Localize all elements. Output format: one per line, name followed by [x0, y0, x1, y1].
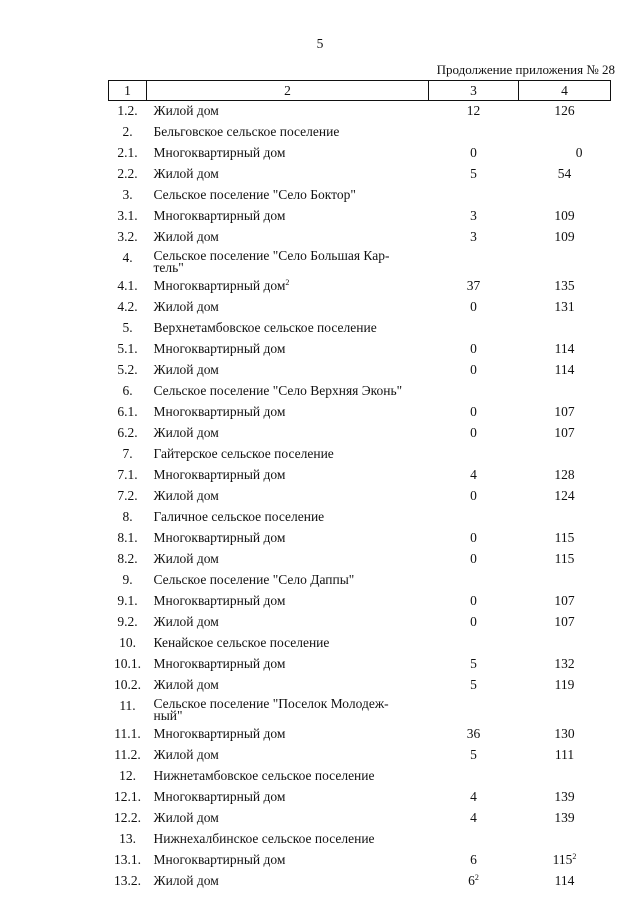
row-name	[147, 402, 429, 423]
row-value-col-4	[519, 360, 611, 381]
row-value-col-4	[519, 276, 611, 297]
row-value-col-4	[519, 612, 611, 633]
row-value-col-3	[429, 360, 519, 381]
row-name	[147, 745, 429, 766]
table-row	[109, 591, 611, 612]
row-number: 7.1.	[117, 467, 138, 482]
table-row	[109, 850, 611, 871]
row-name-text: Бельговское сельское поселение	[153, 124, 340, 139]
value-col-4: 130	[554, 726, 575, 741]
row-value-col-4	[519, 528, 611, 549]
row-name	[147, 318, 429, 339]
row-value-col-3	[429, 549, 519, 570]
table-row	[109, 633, 611, 654]
row-name-text: Многоквартирный дом	[153, 656, 286, 671]
row-value-col-3	[429, 339, 519, 360]
row-number: 12.1.	[114, 789, 141, 804]
table-row	[109, 276, 611, 297]
value-col-4: 139	[554, 789, 575, 804]
row-value-col-3	[429, 591, 519, 612]
row-value-col-4	[519, 381, 611, 402]
row-value-col-4	[519, 591, 611, 612]
row-number: 4.2.	[117, 299, 138, 314]
row-number: 10.1.	[114, 656, 141, 671]
row-name-text: Галичное сельское поселение	[153, 509, 325, 524]
table-row	[109, 696, 611, 724]
value-col-3: 0	[470, 488, 477, 503]
row-name	[147, 871, 429, 892]
table-row	[109, 227, 611, 248]
value-col-4: 109	[554, 208, 575, 223]
value-col-3: 0	[470, 425, 477, 440]
row-name	[147, 339, 429, 360]
row-number: 2.2.	[117, 166, 138, 181]
row-name-line: Сельское поселение "Село Большая Кар-	[153, 248, 390, 263]
row-name	[147, 654, 429, 675]
value-col-4: 115	[554, 551, 575, 566]
table-row	[109, 101, 611, 123]
row-name	[147, 724, 429, 745]
table-row	[109, 787, 611, 808]
table-row	[109, 381, 611, 402]
row-name	[147, 787, 429, 808]
value-col-3: 0	[470, 404, 477, 419]
row-name-text: Многоквартирный дом	[153, 726, 286, 741]
row-value-col-4	[519, 248, 611, 276]
value-col-3: 5	[470, 677, 477, 692]
value-col-4: 0	[575, 145, 583, 160]
row-name	[147, 465, 429, 486]
row-value-col-4	[519, 633, 611, 654]
row-value-col-4	[519, 787, 611, 808]
continuation-label: Продолжение приложения № 28	[436, 62, 615, 77]
row-name	[147, 829, 429, 850]
row-value-col-4	[519, 871, 611, 892]
value-col-4: 115	[554, 530, 575, 545]
row-number: 5.1.	[117, 341, 138, 356]
value-col-4: 54	[557, 166, 572, 181]
row-value-col-3	[429, 675, 519, 696]
footnote-mark: 2	[474, 873, 479, 882]
table-row	[109, 724, 611, 745]
row-value-col-3	[429, 745, 519, 766]
row-name-text: Жилой дом	[153, 614, 219, 629]
row-number: 3.2.	[117, 229, 138, 244]
table-header-row	[109, 81, 611, 101]
row-name-text: Многоквартирный дом	[153, 208, 286, 223]
table-row	[109, 164, 611, 185]
row-value-col-4	[519, 654, 611, 675]
row-number: 6.1.	[117, 404, 138, 419]
row-value-col-4	[519, 164, 611, 185]
row-value-col-4	[519, 297, 611, 318]
table-row	[109, 465, 611, 486]
value-col-3: 0	[470, 530, 477, 545]
footnote-mark: 2	[285, 278, 290, 287]
row-name	[147, 570, 429, 591]
row-number: 3.	[122, 187, 133, 202]
data-table	[108, 80, 611, 892]
row-name-text: Многоквартирный дом	[153, 852, 286, 867]
row-value-col-4	[519, 829, 611, 850]
row-number: 11.	[119, 698, 136, 713]
row-number: 2.1.	[117, 145, 138, 160]
row-name-text: Верхнетамбовское сельское поселение	[153, 320, 377, 335]
row-value-col-3	[429, 206, 519, 227]
value-col-4: 114	[554, 362, 575, 377]
row-name-text: Многоквартирный дом	[153, 467, 286, 482]
row-name	[147, 507, 429, 528]
row-value-col-3	[429, 143, 519, 164]
table-row	[109, 318, 611, 339]
row-number: 8.2.	[117, 551, 138, 566]
value-col-3: 0	[470, 341, 477, 356]
row-name-text: Сельское поселение "Село Боктор"	[153, 187, 356, 202]
row-name	[147, 549, 429, 570]
row-value-col-3	[429, 696, 519, 724]
row-value-col-4	[519, 570, 611, 591]
row-name-text: Жилой дом	[153, 873, 219, 888]
row-name-text: Многоквартирный дом	[153, 593, 286, 608]
value-col-3: 5	[470, 166, 477, 181]
row-value-col-4	[519, 507, 611, 528]
row-value-col-3	[429, 465, 519, 486]
row-name-text: Кенайское сельское поселение	[153, 635, 330, 650]
table-row	[109, 444, 611, 465]
value-col-4: 114	[554, 341, 575, 356]
row-name	[147, 360, 429, 381]
value-col-3: 0	[470, 299, 477, 314]
value-col-4: 114	[554, 873, 575, 888]
row-name	[147, 591, 429, 612]
row-name-text: Жилой дом	[153, 747, 219, 762]
row-number: 8.1.	[117, 530, 138, 545]
row-value-col-4	[519, 808, 611, 829]
row-value-col-3	[429, 612, 519, 633]
row-value-col-3	[429, 164, 519, 185]
table-row	[109, 507, 611, 528]
row-number: 8.	[122, 509, 133, 524]
row-name	[147, 164, 429, 185]
value-col-3: 5	[470, 656, 477, 671]
row-name-text: Жилой дом	[153, 229, 219, 244]
value-col-3: 4	[470, 789, 477, 804]
value-col-3: 0	[470, 593, 477, 608]
row-number: 7.2.	[117, 488, 138, 503]
row-name-text: Жилой дом	[153, 362, 219, 377]
value-col-3: 4	[470, 467, 477, 482]
table-row	[109, 297, 611, 318]
row-value-col-4	[519, 122, 611, 143]
row-value-col-3	[429, 570, 519, 591]
row-number: 10.	[119, 635, 136, 650]
row-name	[147, 423, 429, 444]
table-row	[109, 829, 611, 850]
row-number: 12.2.	[114, 810, 141, 825]
value-col-3: 12	[466, 103, 481, 118]
value-col-3: 0	[470, 614, 477, 629]
row-name	[147, 675, 429, 696]
table-row	[109, 185, 611, 206]
value-col-3: 3	[470, 229, 477, 244]
row-name-text: Многоквартирный дом	[153, 278, 286, 293]
row-name-line: ный"	[153, 708, 183, 723]
row-name-text: Сельское поселение "Село Даппы"	[153, 572, 355, 587]
value-col-3: 5	[470, 747, 477, 762]
row-number: 11.2.	[114, 747, 141, 762]
row-value-col-4	[519, 675, 611, 696]
table-row	[109, 423, 611, 444]
row-number: 4.	[122, 250, 133, 265]
row-name	[147, 185, 429, 206]
row-number: 6.	[122, 383, 133, 398]
table-row	[109, 570, 611, 591]
row-value-col-3	[429, 101, 519, 123]
row-name-text: Нижнехалбинское сельское поселение	[153, 831, 375, 846]
row-name	[147, 143, 429, 164]
value-col-4: 131	[554, 299, 575, 314]
row-value-col-4	[519, 402, 611, 423]
row-name-text: Жилой дом	[153, 166, 219, 181]
value-col-3: 0	[470, 362, 477, 377]
row-name	[147, 276, 429, 297]
row-name	[147, 122, 429, 143]
row-number: 5.2.	[117, 362, 138, 377]
value-col-4: 126	[554, 103, 575, 118]
table-row	[109, 612, 611, 633]
row-value-col-3	[429, 297, 519, 318]
table-row	[109, 549, 611, 570]
row-number: 1.2.	[117, 103, 138, 118]
row-name	[147, 486, 429, 507]
row-value-col-3	[429, 787, 519, 808]
row-name-text: Жилой дом	[153, 299, 219, 314]
row-value-col-3	[429, 808, 519, 829]
value-col-4: 115	[552, 852, 573, 867]
value-col-4: 107	[554, 593, 575, 608]
row-value-col-4	[519, 206, 611, 227]
row-name	[147, 766, 429, 787]
table-row	[109, 402, 611, 423]
row-name	[147, 850, 429, 871]
table-row	[109, 122, 611, 143]
row-number: 11.1.	[114, 726, 141, 741]
row-number: 5.	[122, 320, 133, 335]
row-value-col-3	[429, 227, 519, 248]
row-value-col-4	[519, 850, 611, 871]
page-number: 5	[316, 36, 324, 51]
row-name-text: Сельское поселение "Село Верхняя Эконь"	[153, 383, 403, 398]
value-col-4: 119	[554, 677, 575, 692]
row-value-col-3	[429, 850, 519, 871]
row-value-col-3	[429, 766, 519, 787]
row-value-col-3	[429, 444, 519, 465]
row-name	[147, 612, 429, 633]
row-value-col-3	[429, 528, 519, 549]
value-col-4: 107	[554, 404, 575, 419]
row-name	[147, 444, 429, 465]
value-col-4: 109	[554, 229, 575, 244]
value-col-4: 135	[554, 278, 575, 293]
row-value-col-3	[429, 248, 519, 276]
row-value-col-3	[429, 486, 519, 507]
row-value-col-3	[429, 318, 519, 339]
row-value-col-3	[429, 122, 519, 143]
table-row	[109, 339, 611, 360]
row-name	[147, 633, 429, 654]
row-name	[147, 696, 429, 724]
row-number: 7.	[122, 446, 133, 461]
row-value-col-3	[429, 829, 519, 850]
value-col-3: 0	[470, 551, 477, 566]
row-value-col-3	[429, 871, 519, 892]
value-col-4: 107	[554, 614, 575, 629]
row-name-text: Жилой дом	[153, 677, 219, 692]
row-name-text: Гайтерское сельское поселение	[153, 446, 334, 461]
row-value-col-4	[519, 724, 611, 745]
row-name	[147, 297, 429, 318]
row-value-col-4	[519, 696, 611, 724]
row-value-col-4	[519, 766, 611, 787]
table-row	[109, 206, 611, 227]
value-col-4: 107	[554, 425, 575, 440]
value-col-4: 124	[554, 488, 575, 503]
table-row	[109, 360, 611, 381]
table-row	[109, 528, 611, 549]
row-value-col-4	[519, 339, 611, 360]
row-name-text: Нижнетамбовское сельское поселение	[153, 768, 375, 783]
row-name	[147, 381, 429, 402]
row-value-col-4	[519, 143, 611, 164]
row-value-col-4	[519, 465, 611, 486]
row-name-line: тель"	[153, 260, 184, 275]
row-number: 2.	[122, 124, 133, 139]
value-col-3: 36	[466, 726, 481, 741]
row-name	[147, 528, 429, 549]
row-value-col-4	[519, 101, 611, 123]
row-number: 4.1.	[117, 278, 138, 293]
row-value-col-4	[519, 423, 611, 444]
header-col-4: 4	[519, 81, 611, 101]
row-number: 9.1.	[117, 593, 138, 608]
row-number: 13.1.	[114, 852, 141, 867]
row-name-text: Многоквартирный дом	[153, 404, 286, 419]
value-col-3: 0	[470, 145, 477, 160]
table-row	[109, 654, 611, 675]
row-value-col-4	[519, 318, 611, 339]
row-name-text: Многоквартирный дом	[153, 341, 286, 356]
row-value-col-3	[429, 654, 519, 675]
row-number: 6.2.	[117, 425, 138, 440]
row-number: 9.	[122, 572, 133, 587]
value-col-4: 139	[554, 810, 575, 825]
row-name-text: Жилой дом	[153, 810, 219, 825]
row-value-col-4	[519, 185, 611, 206]
row-number: 10.2.	[114, 677, 141, 692]
table-row	[109, 766, 611, 787]
value-col-3: 3	[470, 208, 477, 223]
table-row	[109, 248, 611, 276]
row-name-text: Жилой дом	[153, 551, 219, 566]
row-value-col-3	[429, 402, 519, 423]
header-col-3: 3	[429, 81, 519, 101]
table-body	[109, 101, 611, 893]
row-value-col-3	[429, 507, 519, 528]
row-number: 13.2.	[114, 873, 141, 888]
row-value-col-3	[429, 276, 519, 297]
table-row	[109, 871, 611, 892]
row-value-col-3	[429, 724, 519, 745]
value-col-4: 132	[554, 656, 575, 671]
row-value-col-4	[519, 745, 611, 766]
row-name-text: Жилой дом	[153, 103, 219, 118]
row-number: 13.	[119, 831, 136, 846]
row-name	[147, 227, 429, 248]
row-value-col-4	[519, 227, 611, 248]
header-col-1: 1	[109, 81, 147, 101]
value-col-3: 4	[470, 810, 477, 825]
table-row	[109, 745, 611, 766]
row-number: 9.2.	[117, 614, 138, 629]
row-number: 3.1.	[117, 208, 138, 223]
table-row	[109, 675, 611, 696]
header-col-2: 2	[147, 81, 429, 101]
row-value-col-4	[519, 549, 611, 570]
value-col-3: 37	[466, 278, 481, 293]
table-row	[109, 808, 611, 829]
row-name-line: Сельское поселение "Поселок Молодеж-	[153, 696, 389, 711]
row-name-text: Жилой дом	[153, 488, 219, 503]
row-name	[147, 206, 429, 227]
row-name	[147, 248, 429, 276]
value-col-4: 111	[554, 747, 575, 762]
row-number: 12.	[119, 768, 136, 783]
value-col-3: 6	[470, 852, 477, 867]
row-name	[147, 808, 429, 829]
row-name-text: Жилой дом	[153, 425, 219, 440]
value-col-3: 6	[468, 873, 475, 888]
row-name-text: Многоквартирный дом	[153, 530, 286, 545]
row-name-text: Многоквартирный дом	[153, 145, 286, 160]
value-col-4: 128	[554, 467, 575, 482]
row-value-col-4	[519, 444, 611, 465]
row-name	[147, 101, 429, 123]
footnote-mark: 2	[572, 852, 577, 861]
row-value-col-3	[429, 633, 519, 654]
table-row	[109, 486, 611, 507]
row-value-col-3	[429, 381, 519, 402]
table-row	[109, 143, 611, 164]
row-value-col-3	[429, 423, 519, 444]
row-value-col-3	[429, 185, 519, 206]
row-name-text: Многоквартирный дом	[153, 789, 286, 804]
row-value-col-4	[519, 486, 611, 507]
